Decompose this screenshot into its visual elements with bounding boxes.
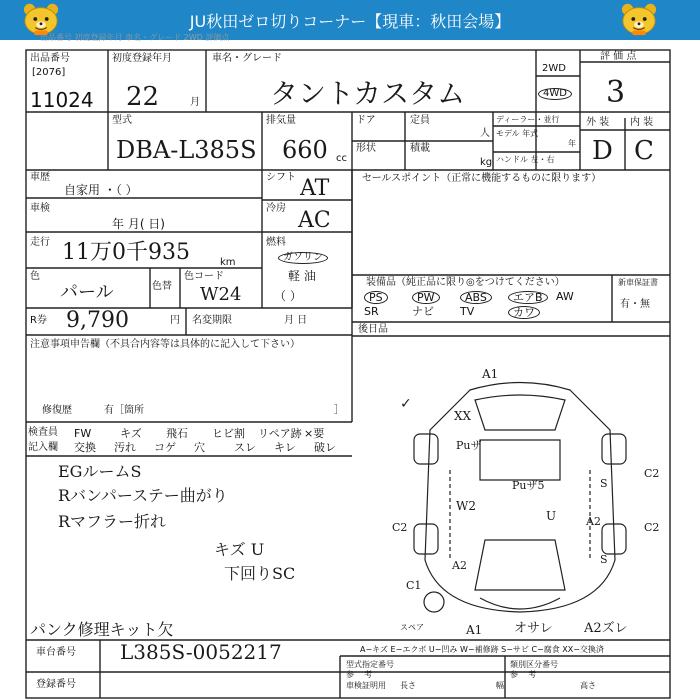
inspector-item-r1-4: リペア跡 [258, 427, 302, 440]
equipment-item-r2-3: カワ [508, 306, 540, 319]
equipment-item-r1-3: エアB [508, 291, 548, 304]
inspector-item-r1-2: 飛石 [166, 427, 188, 440]
inspector-item-r2-5: キレ [274, 441, 296, 454]
inspector-item-r2-2: コゲ [154, 441, 176, 454]
capacity-label: 定員 [410, 115, 430, 126]
inspector-item-r1-5: ×要 [304, 427, 325, 440]
inspector-item-r1-0: FW [74, 427, 92, 440]
displacement-value: 660 [282, 136, 328, 164]
inspector-item-r2-1: 汚れ [114, 441, 136, 454]
name-change-value: 月 日 [284, 315, 308, 326]
diagram-label-a2-left: A2 [452, 559, 467, 572]
inspector-item-r2-3: 穴 [194, 441, 205, 454]
equipment-item-r1-4: AW [556, 290, 574, 303]
score-value: 3 [606, 75, 626, 110]
car-name-label: 車名・グレード [212, 53, 282, 64]
diagram-label-top: A1 [482, 367, 499, 381]
diagram-label-xx: XX [454, 409, 472, 423]
recycle-unit: 円 [170, 315, 180, 326]
diagram-label-a2zure: A2ズレ [584, 621, 628, 636]
chassis-value: L385S-0052217 [120, 640, 282, 664]
shift-value: AT [300, 176, 330, 201]
class-label: 類別区分番号 参 考 [510, 660, 558, 679]
rear-seat-label: 後日品 [358, 324, 388, 335]
diagram-check-mark: ✓ [400, 396, 412, 412]
diagram-legend: A−キズ E−エクボ U−凹み W−補修跡 S−サビ C−腐食 XX−交換済 [360, 645, 604, 654]
recycle-value: 9,790 [66, 308, 129, 333]
model-cert-label: 型式指定番号 参 考 [346, 660, 394, 679]
inspector-item-r1-3: ヒビ割 [212, 427, 245, 440]
diagram-label-pu-left: Puザ [456, 439, 482, 452]
first-reg-label: 初度登録年月 [112, 53, 172, 64]
shaken-value: 年 月( 日) [112, 217, 165, 231]
reg-label: 登録番号 [36, 679, 76, 690]
color-change-label: 色替 [152, 281, 172, 292]
load-unit: kg [480, 157, 493, 168]
lot-number: 11024 [30, 88, 94, 112]
car-name-value: タントカスタム [270, 77, 466, 110]
lot-sub: [2076] [32, 67, 66, 78]
equipment-item-r1-1: PW [412, 291, 440, 304]
diagram-label-osare: オサレ [514, 621, 553, 636]
height-label: 高さ [580, 681, 596, 690]
diagram-label-u: U [546, 509, 557, 523]
chassis-label: 車台番号 [36, 647, 76, 658]
drive-4wd: 4WD [538, 88, 572, 100]
dealer-label: ディーラー・並行 [496, 115, 560, 124]
note-line-3: Rマフラー折れ [58, 512, 167, 531]
equipment-item-r2-1: ナビ [412, 305, 434, 318]
model-value: DBA-L385S [116, 136, 257, 164]
door-label: ドア [356, 115, 376, 126]
mileage-unit: km [220, 257, 236, 268]
load-label: 積載 [410, 143, 430, 154]
interior-grade: C [634, 136, 654, 166]
color-label: 色 [30, 271, 40, 282]
mileage-label: 走行 [30, 237, 50, 248]
shift-label: シフト [266, 172, 296, 183]
exterior-label: 外 装 [586, 117, 610, 128]
displacement-label: 排気量 [266, 115, 296, 126]
diagram-label-bottom-a1: A1 [466, 623, 483, 637]
shape-label: 形状 [356, 143, 376, 154]
usage-value: 自家用 ・（ ） [64, 183, 138, 197]
name-change-label: 名変期限 [192, 315, 232, 326]
note-line-5: 下回りSC [224, 564, 296, 583]
banner-title: JU秋田ゼロ切りコーナー【現車：秋田会場】 [189, 12, 511, 31]
inspector-item-r2-6: 破レ [314, 441, 336, 454]
note-line-2: Rバンパーステー曲がり [58, 486, 228, 505]
shaken-label: 車検 [30, 203, 50, 214]
equipment-item-r2-2: TV [460, 305, 475, 318]
warranty-value: 有・無 [620, 299, 650, 310]
fuel-other: （ ） [274, 289, 302, 303]
inspector-item-r2-0: 交換 [74, 441, 96, 454]
diagram-label-pu-center: Puザ5 [512, 479, 545, 492]
equipment-item-r2-0: SR [364, 305, 379, 318]
diagram-label-c1: C1 [406, 579, 422, 592]
diagram-label-c2-right-top: C2 [644, 467, 660, 480]
handle-label: ハンドル 左・右 [496, 155, 555, 164]
width-label: 幅 [496, 681, 504, 690]
diagram-label-spare: スペア [400, 623, 424, 632]
lot-label: 出品番号 [30, 53, 70, 64]
diagram-label-a2-right: A2 [586, 515, 601, 528]
color-code-label: 色コード [184, 271, 224, 282]
diagram-label-c2-right-bottom: C2 [644, 521, 660, 534]
note-line-4: キズ U [214, 540, 265, 559]
model-year-unit: 年 [568, 139, 576, 148]
usage-label: 車歴 [30, 172, 50, 183]
fuel-diesel: 軽 油 [288, 269, 316, 283]
diagram-label-s2: S [600, 553, 608, 566]
model-label: 型式 [112, 115, 132, 126]
equipment-item-r1-0: PS [364, 291, 388, 304]
equipment-label: 装備品（純正品に限り◎をつけてください） [366, 277, 565, 288]
cert-label: 車検証明用 [346, 681, 386, 690]
warranty-label: 新車保証書 [618, 278, 658, 287]
exterior-grade: D [592, 136, 613, 166]
fuel-label: 燃料 [266, 237, 286, 248]
recycle-label: R券 [30, 315, 47, 326]
mileage-value: 11万0千935 [62, 240, 190, 265]
fuel-gasoline: ガソリン [278, 252, 328, 264]
equipment-item-r1-2: ABS [460, 291, 492, 304]
repair-label: 修復歴 [42, 405, 72, 416]
score-label: 評 価 点 [600, 51, 637, 62]
repair-close: ］ [334, 405, 344, 416]
diagram-label-s1: S [600, 477, 608, 490]
diagram-label-c2-left: C2 [392, 521, 408, 534]
diagram-label-w2: W2 [456, 499, 476, 513]
displacement-unit: cc [336, 153, 347, 164]
ac-value: AC [298, 208, 331, 233]
banner-ocr-line: 出品番号 初度登録年月 車名・グレード 2WD 評価点 [40, 33, 230, 42]
note-line-6: パンク修理キット欠 [30, 620, 174, 639]
notes-label: 注意事項申告欄（不具合内容等は具体的に記入して下さい） [30, 339, 300, 350]
first-reg-year: 22 [126, 82, 160, 112]
inspector-item-r1-1: キズ [120, 427, 142, 440]
interior-label: 内 装 [630, 117, 654, 128]
note-line-1: EGルームS [58, 462, 142, 481]
drive-2wd: 2WD [542, 63, 566, 74]
first-reg-month-label: 月 [190, 97, 200, 108]
color-value: パール [60, 282, 114, 303]
sales-point-label: セールスポイント（正常に機能するものに限ります） [362, 173, 602, 184]
capacity-unit: 人 [480, 128, 490, 139]
length-label: 長さ [400, 681, 416, 690]
ac-label: 冷房 [266, 203, 286, 214]
color-code-value: W24 [200, 284, 242, 305]
inspector-label: 検査員 記入欄 [28, 427, 58, 453]
repair-value: 有［箇所 [104, 405, 144, 416]
model-year-label: モデル 年式 [496, 129, 539, 138]
inspector-item-r2-4: スレ [234, 441, 256, 454]
